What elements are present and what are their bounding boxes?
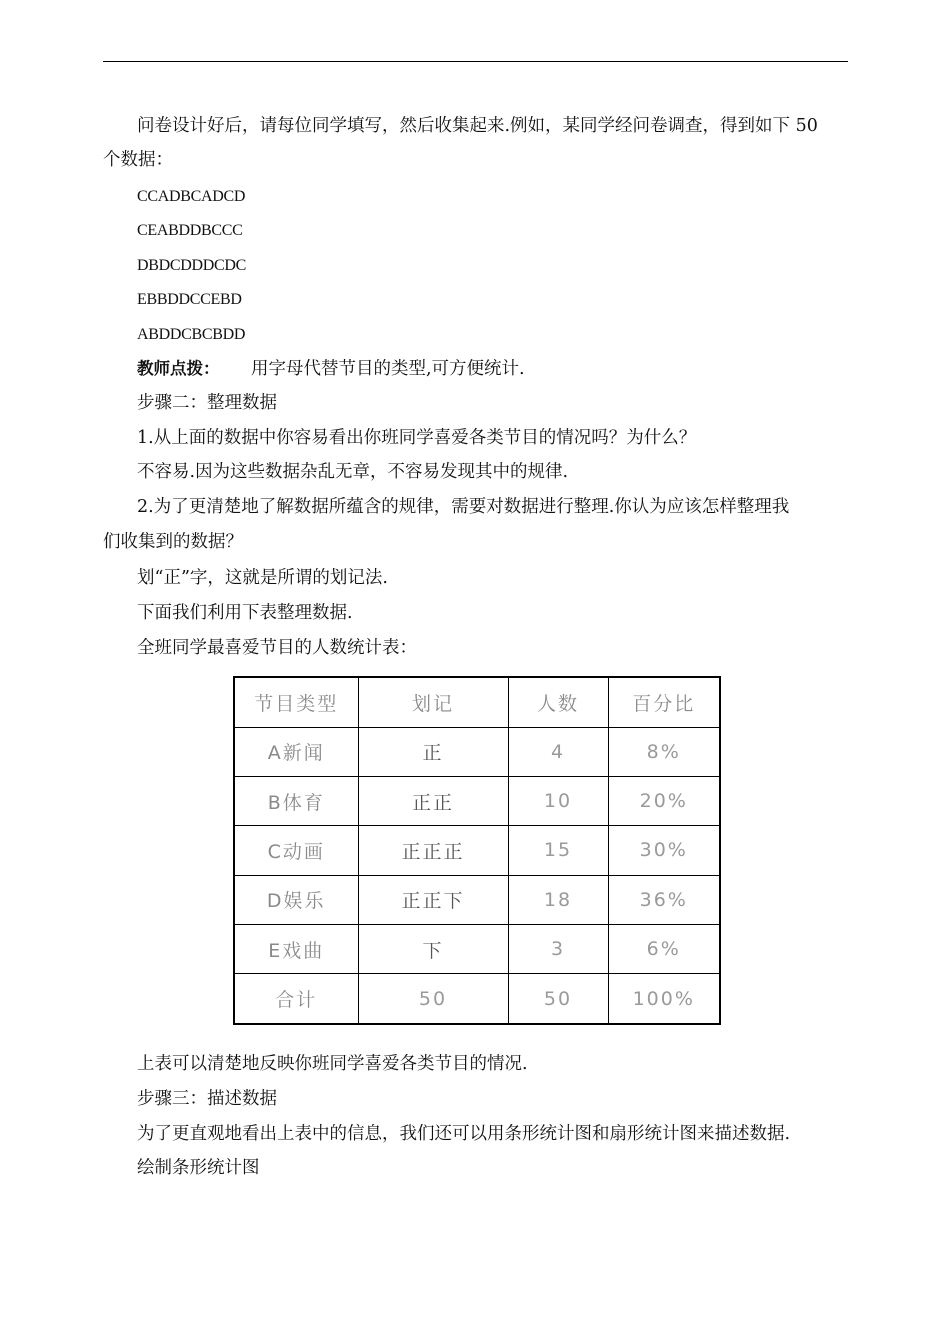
count-cell: 18 — [508, 875, 608, 924]
step2-heading: 步骤二：整理数据 — [137, 393, 277, 413]
tally-cell: 正正正 — [358, 826, 508, 875]
data-row: ABDDCBCBDD — [137, 326, 246, 343]
tally-cell: 正正 — [358, 777, 508, 826]
total-count-cell: 50 — [508, 974, 608, 1024]
data-row: DBDCDDDCDC — [137, 257, 247, 274]
tally-cell: 下 — [358, 924, 508, 973]
step3-heading: 步骤三：描述数据 — [137, 1089, 277, 1109]
table-total-row — [234, 974, 720, 1024]
percent-cell: 8% — [608, 727, 720, 776]
paragraph-intro-line2: 个数据： — [103, 150, 173, 170]
paragraph-intro-line1: 问卷设计好后，请每位同学填写，然后收集起来.例如，某同学经问卷调查，得到如下 50 — [137, 116, 818, 136]
after-table-text: 上表可以清楚地反映你班同学喜爱各类节目的情况. — [137, 1054, 528, 1074]
count-cell: 4 — [508, 727, 608, 776]
table-caption: 全班同学最喜爱节目的人数统计表： — [137, 638, 417, 658]
percent-cell: 6% — [608, 924, 720, 973]
describe-data-text: 为了更直观地看出上表中的信息，我们还可以用条形统计图和扇形统计图来描述数据. — [137, 1124, 791, 1144]
header-cell: 划记 — [358, 677, 508, 727]
table-header-row — [234, 677, 720, 727]
header-rule — [103, 61, 848, 62]
tally-cell: 正 — [358, 727, 508, 776]
next-step-text: 下面我们利用下表整理数据. — [137, 603, 353, 623]
header-cell: 百分比 — [608, 677, 720, 727]
teacher-tip-label: 教师点拨： — [137, 359, 220, 378]
total-tally-cell: 50 — [358, 974, 508, 1024]
teacher-tip-text: 用字母代替节目的类型,可方便统计. — [251, 359, 525, 379]
percent-cell: 20% — [608, 777, 720, 826]
percent-cell: 36% — [608, 875, 720, 924]
count-cell: 10 — [508, 777, 608, 826]
header-cell: 节目类型 — [234, 677, 358, 727]
draw-bar-chart-text: 绘制条形统计图 — [137, 1158, 260, 1178]
question-2-line2: 们收集到的数据？ — [103, 532, 243, 552]
answer-2: 划“正”字，这就是所谓的划记法. — [137, 568, 388, 588]
question-1: 1.从上面的数据中你容易看出你班同学喜爱各类节目的情况吗？为什么？ — [137, 428, 697, 448]
answer-1: 不容易.因为这些数据杂乱无章，不容易发现其中的规律. — [137, 462, 569, 482]
count-cell: 3 — [508, 924, 608, 973]
count-cell: 15 — [508, 826, 608, 875]
table-row — [234, 875, 720, 924]
data-row: CEABDDBCCC — [137, 222, 243, 239]
question-2-line1: 2.为了更清楚地了解数据所蕴含的规律，需要对数据进行整理.你认为应该怎样整理我 — [137, 497, 790, 517]
total-percent-cell: 100% — [608, 974, 720, 1024]
table-row — [234, 826, 720, 875]
program-stats-table — [233, 676, 721, 1025]
program-type-cell: C动画 — [234, 826, 358, 875]
total-label-cell: 合计 — [234, 974, 358, 1024]
data-row: EBBDDCCEBD — [137, 291, 242, 308]
table-row — [234, 777, 720, 826]
percent-cell: 30% — [608, 826, 720, 875]
table-row — [234, 924, 720, 973]
program-type-cell: A新闻 — [234, 727, 358, 776]
table-row — [234, 727, 720, 776]
tally-cell: 正正下 — [358, 875, 508, 924]
program-type-cell: B体育 — [234, 777, 358, 826]
data-row: CCADBCADCD — [137, 188, 246, 205]
program-type-cell: D娱乐 — [234, 875, 358, 924]
program-type-cell: E戏曲 — [234, 924, 358, 973]
header-cell: 人数 — [508, 677, 608, 727]
